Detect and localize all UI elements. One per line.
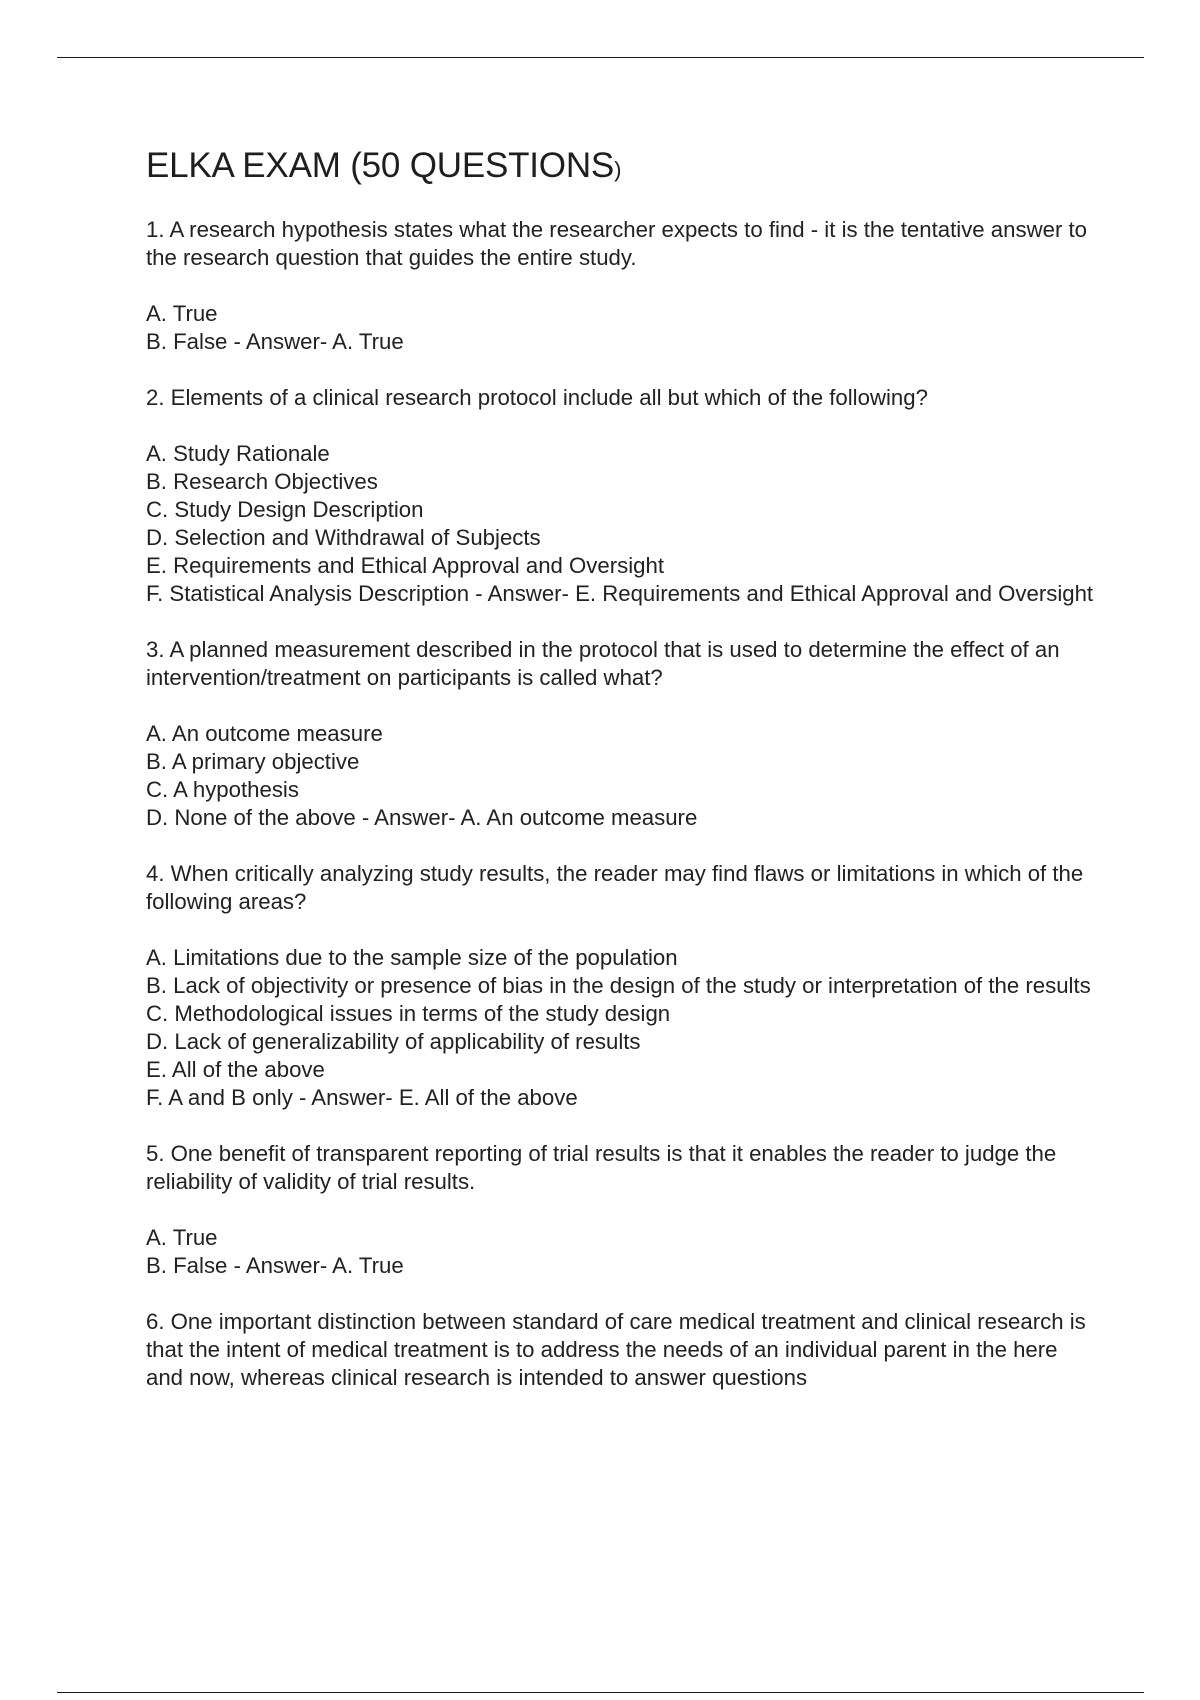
option-item: A. Limitations due to the sample size of the population xyxy=(146,945,678,970)
document-title xyxy=(146,142,1096,194)
option-item: A. True xyxy=(146,1225,218,1250)
question-block xyxy=(146,1140,1096,1280)
option-list xyxy=(146,720,1096,832)
option-item: C. Study Design Description xyxy=(146,497,424,522)
option-list xyxy=(146,440,1096,608)
option-item: E. Requirements and Ethical Approval and Oversight xyxy=(146,553,664,578)
option-item: B. False - Answer- A. True xyxy=(146,1253,404,1278)
option-item: A. An outcome measure xyxy=(146,721,383,746)
question-text: 4. When critically analyzing study results, the reader may find flaws or limitations in which of the following areas? xyxy=(146,861,1084,914)
option-item: C. A hypothesis xyxy=(146,777,299,802)
option-item: D. None of the above - Answer- A. An outcome measure xyxy=(146,805,698,830)
option-list xyxy=(146,300,1096,356)
question-text: 3. A planned measurement described in the protocol that is used to determine the effect of an intervention/treatment on participants is called what? xyxy=(146,637,1060,690)
option-item: B. Lack of objectivity or presence of bias in the design of the study or interpretation of the results xyxy=(146,973,1091,998)
top-rule xyxy=(57,57,1144,58)
question-text: 6. One important distinction between standard of care medical treatment and clinical research is that the intent of medical treatment is to address the needs of an individual parent in the here and now, whereas clinical research is intended to answer questions xyxy=(146,1309,1086,1390)
option-item: B. A primary objective xyxy=(146,749,360,774)
title-text: ELKA EXAM (50 QUESTIONS xyxy=(146,146,615,185)
question-block xyxy=(146,1308,1096,1392)
option-list xyxy=(146,1224,1096,1280)
question-text: 1. A research hypothesis states what the researcher expects to find - it is the tentative answer to the research question that guides the entire study. xyxy=(146,217,1087,270)
title-paren: ) xyxy=(614,157,622,182)
option-item: B. Research Objectives xyxy=(146,469,378,494)
option-item: A. Study Rationale xyxy=(146,441,330,466)
question-block xyxy=(146,384,1096,608)
question-block xyxy=(146,216,1096,356)
option-item: F. Statistical Analysis Description - Answer- E. Requirements and Ethical Approval and Oversight xyxy=(146,581,1094,606)
option-item: D. Selection and Withdrawal of Subjects xyxy=(146,525,541,550)
option-item: E. All of the above xyxy=(146,1057,325,1082)
question-block xyxy=(146,636,1096,832)
question-text: 5. One benefit of transparent reporting of trial results is that it enables the reader to judge the reliability of validity of trial results. xyxy=(146,1141,1057,1194)
option-item: D. Lack of generalizability of applicability of results xyxy=(146,1029,641,1054)
option-item: C. Methodological issues in terms of the study design xyxy=(146,1001,671,1026)
document-body xyxy=(146,142,1096,1392)
question-block xyxy=(146,860,1096,1112)
bottom-rule xyxy=(57,1692,1144,1693)
question-text: 2. Elements of a clinical research protocol include all but which of the following? xyxy=(146,385,928,410)
option-item: A. True xyxy=(146,301,218,326)
option-item: F. A and B only - Answer- E. All of the above xyxy=(146,1085,578,1110)
option-list xyxy=(146,944,1096,1112)
option-item: B. False - Answer- A. True xyxy=(146,329,404,354)
